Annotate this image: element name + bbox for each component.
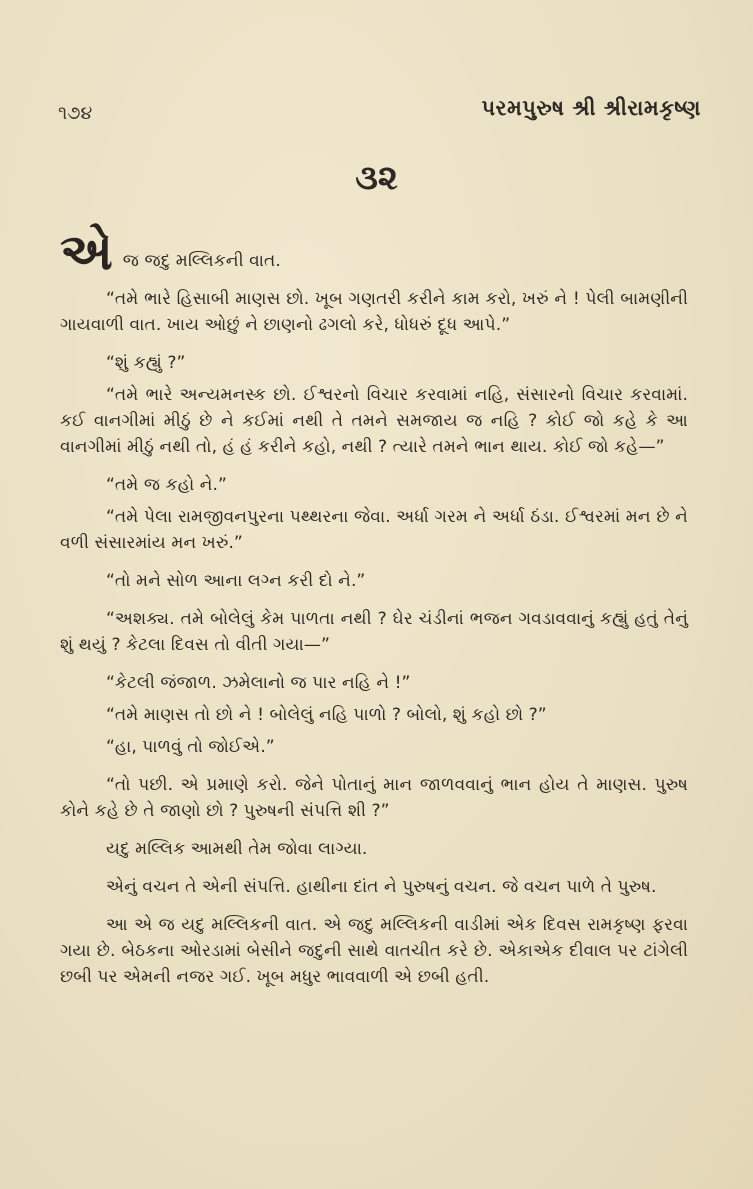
paragraph-text: જ જદુ મલ્લિકની વાત. — [122, 251, 281, 271]
paragraph: યદુ મલ્લિક આમથી તેમ જોવા લાગ્યા. — [106, 839, 368, 859]
paragraph: “તમે ભારે અન્યમનસ્ક છો. ઈશ્વરનો વિચાર કરવામાં નહિ, સંસારનો વિચાર કરવામાં. કઈ વાનગીમાં મીઠું છે ને કઈમાં નથી તે તમને સમજાય જ નહિ ? કોઈ જો કહે કે આ વાનગીમાં મીઠું નથી તો, હં હં કરીને કહો, નથી ? ત્યારે તમને ભાન થાય. કોઈ જો કહે—” — [60, 385, 688, 457]
body-text — [60, 223, 688, 1002]
paragraph — [60, 223, 688, 281]
paragraph: “શું કહ્યું ?” — [106, 353, 186, 373]
chapter-number: ૩૨ — [355, 158, 398, 198]
paragraph: “તમે પેલા રામજીવનપુરના પથ્થરના જેવા. અર્ધા ગરમ ને અર્ધા ઠંડા. ઈશ્વરમાં મન છે ને વળી સંસારમાંય મન ખરું.” — [60, 507, 688, 553]
paragraph: “તો મને સોળ આના લગ્ન કરી દો ને.” — [106, 571, 366, 591]
paragraph: “કેટલી જંજાળ. ઝમેલાનો જ પાર નહિ ને !” — [106, 673, 411, 693]
paragraph: “તમે જ કહો ને.” — [106, 475, 227, 495]
drop-cap: એ — [60, 223, 113, 281]
page-header — [58, 96, 701, 136]
paragraph: એનું વચન તે એની સંપત્તિ. હાથીના દાંત ને પુરુષનું વચન. જે વચન પાળે તે પુરુષ. — [106, 877, 657, 897]
page-number: ૧૭૪ — [58, 102, 93, 124]
paragraph: “હા, પાળવું તો જોઈએ.” — [106, 737, 275, 757]
paragraph: આ એ જ યદુ મલ્લિકની વાત. એ જદુ મલ્લિકની વાડીમાં એક દિવસ રામકૃષ્ણ ફરવા ગયા છે. બેઠકના ઓરડામાં બેસીને જદુની સાથે વાતચીત કરે છે. એકાએક દીવાલ પર ટાંગેલી છબી પર એમની નજર ગઈ. ખૂબ મધુર ભાવવાળી એ છબી હતી. — [60, 915, 688, 987]
paragraph: “તો પછી. એ પ્રમાણે કરો. જેને પોતાનું માન જાળવવાનું ભાન હોય તે માણસ. પુરુષ કોને કહે છે તે જાણો છો ? પુરુષની સંપત્તિ શી ?” — [60, 775, 688, 821]
paragraph: “તમે ભારે હિસાબી માણસ છો. ખૂબ ગણતરી કરીને કામ કરો, ખરું ને ! પેલી બામણીની ગાયવાળી વાત. ખાય ઓછું ને છાણનો ઢગલો કરે, ધોધરું દૂધ આપે.” — [60, 289, 688, 335]
paragraph: “તમે માણસ તો છો ને ! બોલેલું નહિ પાળો ? બોલો, શું કહો છો ?” — [106, 705, 547, 725]
running-head: પરમપુરુષ શ્રી શ્રીરામકૃષ્ણ — [481, 96, 701, 120]
paragraph: “અશક્ય. તમે બોલેલું કેમ પાળતા નથી ? ઘેર ચંડીનાં ભજન ગવડાવવાનું કહ્યું હતું તેનું શું થયું ? કેટલા દિવસ તો વીતી ગયા—” — [60, 609, 688, 655]
